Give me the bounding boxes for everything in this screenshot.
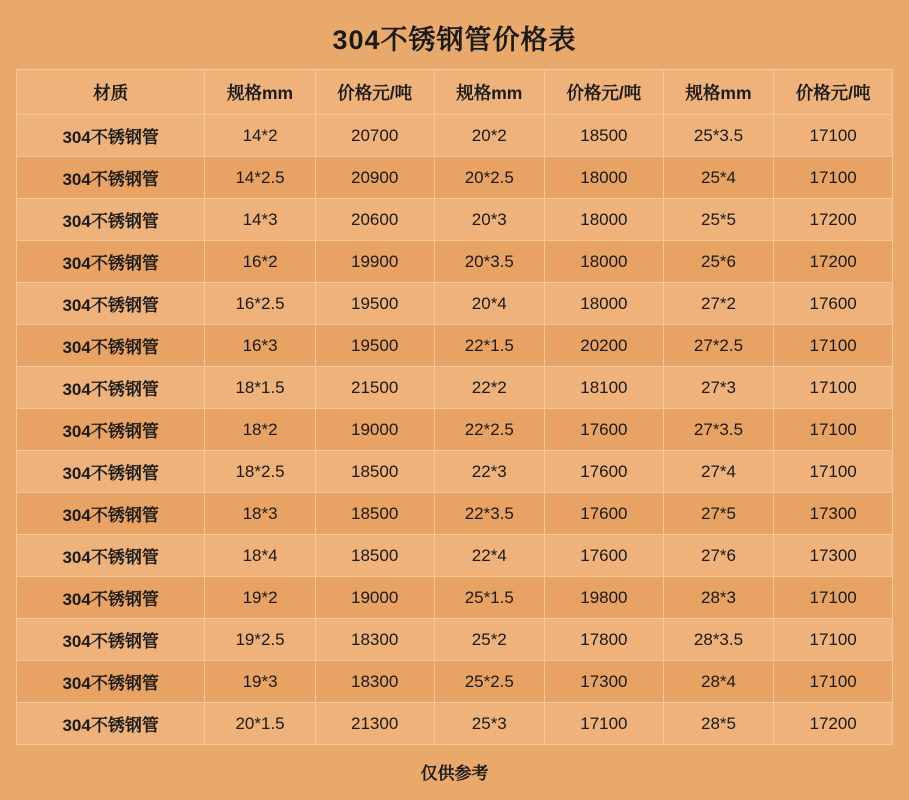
cell-price-2: 17600 bbox=[545, 535, 664, 577]
table-row bbox=[17, 199, 893, 241]
cell-price-1: 21300 bbox=[315, 703, 434, 745]
table-header-row bbox=[17, 70, 893, 115]
cell-spec-3: 25*3.5 bbox=[663, 115, 774, 157]
cell-spec-3: 27*3.5 bbox=[663, 409, 774, 451]
cell-price-1: 20900 bbox=[315, 157, 434, 199]
cell-spec-3: 27*2.5 bbox=[663, 325, 774, 367]
cell-material: 304不锈钢管 bbox=[17, 157, 205, 199]
cell-price-3: 17100 bbox=[774, 367, 893, 409]
cell-spec-1: 20*1.5 bbox=[205, 703, 316, 745]
column-header-price-2: 价格元/吨 bbox=[545, 70, 664, 115]
cell-price-3: 17100 bbox=[774, 157, 893, 199]
cell-price-2: 19800 bbox=[545, 577, 664, 619]
footnote: 仅供参考 bbox=[420, 764, 489, 783]
cell-price-2: 18100 bbox=[545, 367, 664, 409]
cell-spec-1: 16*2 bbox=[205, 241, 316, 283]
cell-spec-1: 16*3 bbox=[205, 325, 316, 367]
cell-material: 304不锈钢管 bbox=[17, 703, 205, 745]
cell-spec-3: 28*3 bbox=[663, 577, 774, 619]
cell-material: 304不锈钢管 bbox=[17, 283, 205, 325]
cell-spec-3: 27*3 bbox=[663, 367, 774, 409]
cell-spec-3: 27*2 bbox=[663, 283, 774, 325]
cell-spec-3: 27*6 bbox=[663, 535, 774, 577]
cell-price-1: 18500 bbox=[315, 451, 434, 493]
cell-price-1: 20600 bbox=[315, 199, 434, 241]
cell-price-3: 17200 bbox=[774, 241, 893, 283]
cell-spec-2: 25*3 bbox=[434, 703, 545, 745]
cell-price-3: 17300 bbox=[774, 535, 893, 577]
cell-spec-1: 18*2 bbox=[205, 409, 316, 451]
column-header-price-3: 价格元/吨 bbox=[774, 70, 893, 115]
cell-price-3: 17100 bbox=[774, 325, 893, 367]
table-row bbox=[17, 283, 893, 325]
cell-spec-2: 22*3 bbox=[434, 451, 545, 493]
table-row bbox=[17, 157, 893, 199]
table-row bbox=[17, 661, 893, 703]
cell-spec-2: 20*2.5 bbox=[434, 157, 545, 199]
cell-spec-2: 22*3.5 bbox=[434, 493, 545, 535]
page-title: 304不锈钢管价格表 bbox=[332, 25, 577, 55]
cell-spec-2: 25*2.5 bbox=[434, 661, 545, 703]
table-row bbox=[17, 703, 893, 745]
table-row bbox=[17, 241, 893, 283]
cell-spec-3: 27*5 bbox=[663, 493, 774, 535]
cell-price-3: 17100 bbox=[774, 115, 893, 157]
cell-spec-2: 22*4 bbox=[434, 535, 545, 577]
cell-spec-1: 14*2 bbox=[205, 115, 316, 157]
cell-material: 304不锈钢管 bbox=[17, 451, 205, 493]
cell-price-1: 19500 bbox=[315, 283, 434, 325]
cell-material: 304不锈钢管 bbox=[17, 619, 205, 661]
cell-material: 304不锈钢管 bbox=[17, 493, 205, 535]
cell-spec-1: 19*3 bbox=[205, 661, 316, 703]
cell-spec-2: 22*2 bbox=[434, 367, 545, 409]
table-row bbox=[17, 115, 893, 157]
cell-spec-3: 28*4 bbox=[663, 661, 774, 703]
table-row bbox=[17, 367, 893, 409]
cell-spec-1: 18*2.5 bbox=[205, 451, 316, 493]
cell-price-3: 17200 bbox=[774, 199, 893, 241]
column-header-spec-2: 规格mm bbox=[434, 70, 545, 115]
cell-price-2: 17800 bbox=[545, 619, 664, 661]
cell-price-2: 18000 bbox=[545, 157, 664, 199]
cell-price-1: 19000 bbox=[315, 577, 434, 619]
column-header-material: 材质 bbox=[17, 70, 205, 115]
cell-spec-1: 18*3 bbox=[205, 493, 316, 535]
cell-price-3: 17100 bbox=[774, 451, 893, 493]
column-header-spec-1: 规格mm bbox=[205, 70, 316, 115]
table-container bbox=[0, 69, 909, 747]
cell-spec-1: 14*2.5 bbox=[205, 157, 316, 199]
cell-price-3: 17100 bbox=[774, 409, 893, 451]
cell-spec-2: 20*2 bbox=[434, 115, 545, 157]
cell-price-3: 17300 bbox=[774, 493, 893, 535]
cell-spec-1: 19*2 bbox=[205, 577, 316, 619]
cell-price-1: 19500 bbox=[315, 325, 434, 367]
cell-spec-2: 22*1.5 bbox=[434, 325, 545, 367]
cell-spec-3: 25*5 bbox=[663, 199, 774, 241]
cell-price-3: 17200 bbox=[774, 703, 893, 745]
cell-price-2: 17600 bbox=[545, 493, 664, 535]
table-header bbox=[17, 70, 893, 115]
cell-price-1: 21500 bbox=[315, 367, 434, 409]
cell-spec-2: 20*4 bbox=[434, 283, 545, 325]
cell-price-2: 20200 bbox=[545, 325, 664, 367]
cell-price-2: 17300 bbox=[545, 661, 664, 703]
table-row bbox=[17, 409, 893, 451]
cell-price-1: 18500 bbox=[315, 493, 434, 535]
cell-price-3: 17100 bbox=[774, 577, 893, 619]
table-row bbox=[17, 577, 893, 619]
cell-material: 304不锈钢管 bbox=[17, 115, 205, 157]
cell-price-2: 18000 bbox=[545, 283, 664, 325]
cell-spec-2: 20*3.5 bbox=[434, 241, 545, 283]
cell-spec-1: 18*4 bbox=[205, 535, 316, 577]
column-header-price-1: 价格元/吨 bbox=[315, 70, 434, 115]
table-body bbox=[17, 115, 893, 745]
cell-price-1: 19000 bbox=[315, 409, 434, 451]
cell-spec-1: 19*2.5 bbox=[205, 619, 316, 661]
cell-spec-1: 18*1.5 bbox=[205, 367, 316, 409]
cell-material: 304不锈钢管 bbox=[17, 661, 205, 703]
cell-price-3: 17100 bbox=[774, 619, 893, 661]
cell-material: 304不锈钢管 bbox=[17, 241, 205, 283]
cell-price-3: 17100 bbox=[774, 661, 893, 703]
table-row bbox=[17, 535, 893, 577]
cell-spec-2: 25*1.5 bbox=[434, 577, 545, 619]
table-row bbox=[17, 493, 893, 535]
cell-price-3: 17600 bbox=[774, 283, 893, 325]
cell-material: 304不锈钢管 bbox=[17, 325, 205, 367]
price-table bbox=[16, 69, 893, 745]
cell-price-2: 18000 bbox=[545, 199, 664, 241]
cell-price-2: 18500 bbox=[545, 115, 664, 157]
cell-price-2: 18000 bbox=[545, 241, 664, 283]
cell-material: 304不锈钢管 bbox=[17, 535, 205, 577]
cell-spec-2: 20*3 bbox=[434, 199, 545, 241]
cell-material: 304不锈钢管 bbox=[17, 367, 205, 409]
cell-spec-3: 25*4 bbox=[663, 157, 774, 199]
cell-spec-3: 28*5 bbox=[663, 703, 774, 745]
cell-spec-2: 22*2.5 bbox=[434, 409, 545, 451]
cell-spec-1: 14*3 bbox=[205, 199, 316, 241]
cell-price-1: 18300 bbox=[315, 619, 434, 661]
column-header-spec-3: 规格mm bbox=[663, 70, 774, 115]
cell-price-1: 19900 bbox=[315, 241, 434, 283]
cell-price-2: 17600 bbox=[545, 409, 664, 451]
cell-price-1: 18300 bbox=[315, 661, 434, 703]
cell-spec-1: 16*2.5 bbox=[205, 283, 316, 325]
cell-spec-3: 28*3.5 bbox=[663, 619, 774, 661]
cell-price-1: 18500 bbox=[315, 535, 434, 577]
cell-price-1: 20700 bbox=[315, 115, 434, 157]
cell-spec-3: 25*6 bbox=[663, 241, 774, 283]
cell-material: 304不锈钢管 bbox=[17, 199, 205, 241]
table-row bbox=[17, 451, 893, 493]
cell-material: 304不锈钢管 bbox=[17, 409, 205, 451]
cell-spec-2: 25*2 bbox=[434, 619, 545, 661]
table-row bbox=[17, 619, 893, 661]
cell-price-2: 17600 bbox=[545, 451, 664, 493]
cell-material: 304不锈钢管 bbox=[17, 577, 205, 619]
table-row bbox=[17, 325, 893, 367]
cell-spec-3: 27*4 bbox=[663, 451, 774, 493]
cell-price-2: 17100 bbox=[545, 703, 664, 745]
